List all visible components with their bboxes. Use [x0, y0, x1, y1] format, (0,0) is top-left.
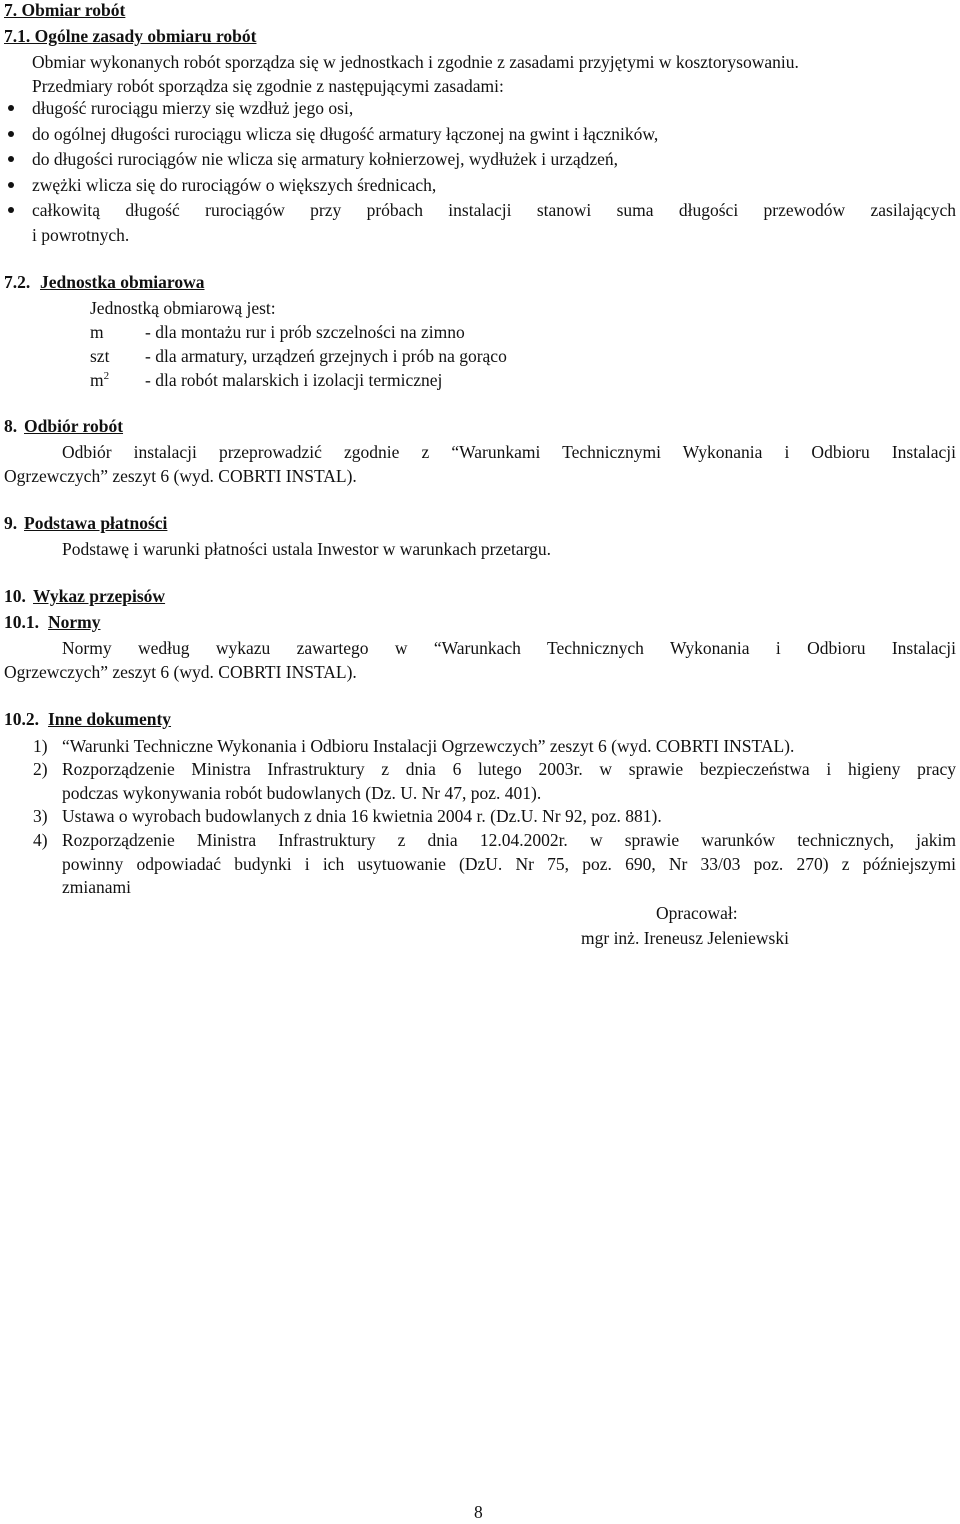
section-7-2-number: 7.2.	[4, 272, 31, 292]
unit-description: - dla armatury, urządzeń grzejnych i prób na gorąco	[145, 346, 507, 366]
list-item: długość rurociągu mierzy się wzdłuż jego osi,	[32, 98, 354, 118]
doc-line: Ustawa o wyrobach budowlanych z dnia 16 kwietnia 2004 r. (Dz.U. Nr 92, poz. 881).	[62, 806, 662, 826]
doc-number: 4)	[33, 830, 48, 850]
bullet-dot	[8, 131, 14, 137]
unit-description: - dla robót malarskich i izolacji termicznej	[145, 370, 443, 390]
doc-line: Rozporządzenie Ministra Infrastruktury z dnia 6 lutego 2003r. w sprawie bezpieczeństwa i higieny pracy	[62, 759, 956, 779]
unit-symbol	[90, 368, 109, 392]
section-10-1-title: Normy	[48, 612, 101, 632]
section-8-text-line: Ogrzewczych” zeszyt 6 (wyd. COBRTI INSTAL).	[4, 466, 357, 486]
section-7-2-title: Jednostka obmiarowa	[40, 272, 205, 292]
section-9-text: Podstawę i warunki płatności ustala Inwestor w warunkach przetargu.	[62, 539, 552, 559]
list-item: całkowitą długość rurociągów przy próbach instalacji stanowi suma długości przewodów zasilających	[32, 200, 956, 220]
bullet-dot	[8, 207, 14, 213]
section-10-1-text-line: Ogrzewczych” zeszyt 6 (wyd. COBRTI INSTAL).	[4, 662, 357, 682]
section-10-number: 10.	[4, 586, 26, 606]
list-item: do długości rurociągów nie wlicza się armatury kołnierzowej, wydłużek i urządzeń,	[32, 149, 619, 169]
doc-line: zmianami	[62, 877, 132, 897]
unit-description: - dla montażu rur i prób szczelności na zimno	[145, 322, 465, 342]
doc-number: 2)	[33, 759, 48, 779]
doc-line: podczas wykonywania robót budowlanych (Dz. U. Nr 47, poz. 401).	[62, 783, 542, 803]
doc-line: Rozporządzenie Ministra Infrastruktury z dnia 12.04.2002r. w sprawie warunków technicznych, jakim	[62, 830, 956, 850]
paragraph-obmiar: Obmiar wykonanych robót sporządza się w jednostkach i zgodnie z zasadami przyjętymi w kosztorysowaniu.	[32, 52, 799, 72]
section-8-text-line: Odbiór instalacji przeprowadzić zgodnie z “Warunkami Technicznymi Wykonania i Odbioru Instalacji	[62, 442, 956, 462]
section-10-1-text-line: Normy według wykazu zawartego w “Warunkach Technicznych Wykonania i Odbioru Instalacji	[62, 638, 956, 658]
page-number: 8	[474, 1502, 483, 1522]
section-7-title: 7. Obmiar robót	[4, 0, 126, 20]
section-10-2-title: Inne dokumenty	[48, 709, 172, 729]
unit-symbol: m	[90, 322, 104, 342]
signature-label: Opracował:	[656, 903, 738, 923]
bullet-dot	[8, 156, 14, 162]
doc-line: powinny odpowiadać budynki i ich usytuowanie (DzU. Nr 75, poz. 690, Nr 33/03 poz. 270) z późniejszymi	[62, 854, 956, 874]
paragraph-przedmiary: Przedmiary robót sporządza się zgodnie z następującymi zasadami:	[32, 76, 504, 96]
list-item: zwężki wlicza się do rurociągów o większych średnicach,	[32, 175, 437, 195]
signature-name: mgr inż. Ireneusz Jeleniewski	[581, 928, 789, 948]
list-item: do ogólnej długości rurociągu wlicza się długość armatury łączonej na gwint i łączników,	[32, 124, 659, 144]
bullet-dot	[8, 182, 14, 188]
unit-base: m	[90, 370, 104, 390]
section-7-1-title: 7.1. Ogólne zasady obmiaru robót	[4, 26, 257, 46]
section-10-2-number: 10.2.	[4, 709, 39, 729]
doc-number: 3)	[33, 806, 48, 826]
doc-number: 1)	[33, 736, 48, 756]
section-9-number: 9.	[4, 513, 18, 533]
list-item-continuation: i powrotnych.	[32, 225, 130, 245]
section-8-title: Odbiór robót	[24, 416, 124, 436]
unit-intro: Jednostką obmiarową jest:	[90, 298, 276, 318]
doc-line: “Warunki Techniczne Wykonania i Odbioru Instalacji Ogrzewczych” zeszyt 6 (wyd. COBRTI INSTAL).	[62, 736, 795, 756]
unit-symbol: szt	[90, 346, 110, 366]
unit-exponent: 2	[103, 370, 110, 382]
section-9-title: Podstawa płatności	[24, 513, 168, 533]
bullet-dot	[8, 105, 14, 111]
section-10-title: Wykaz przepisów	[33, 586, 166, 606]
section-10-1-number: 10.1.	[4, 612, 39, 632]
section-8-number: 8.	[4, 416, 18, 436]
